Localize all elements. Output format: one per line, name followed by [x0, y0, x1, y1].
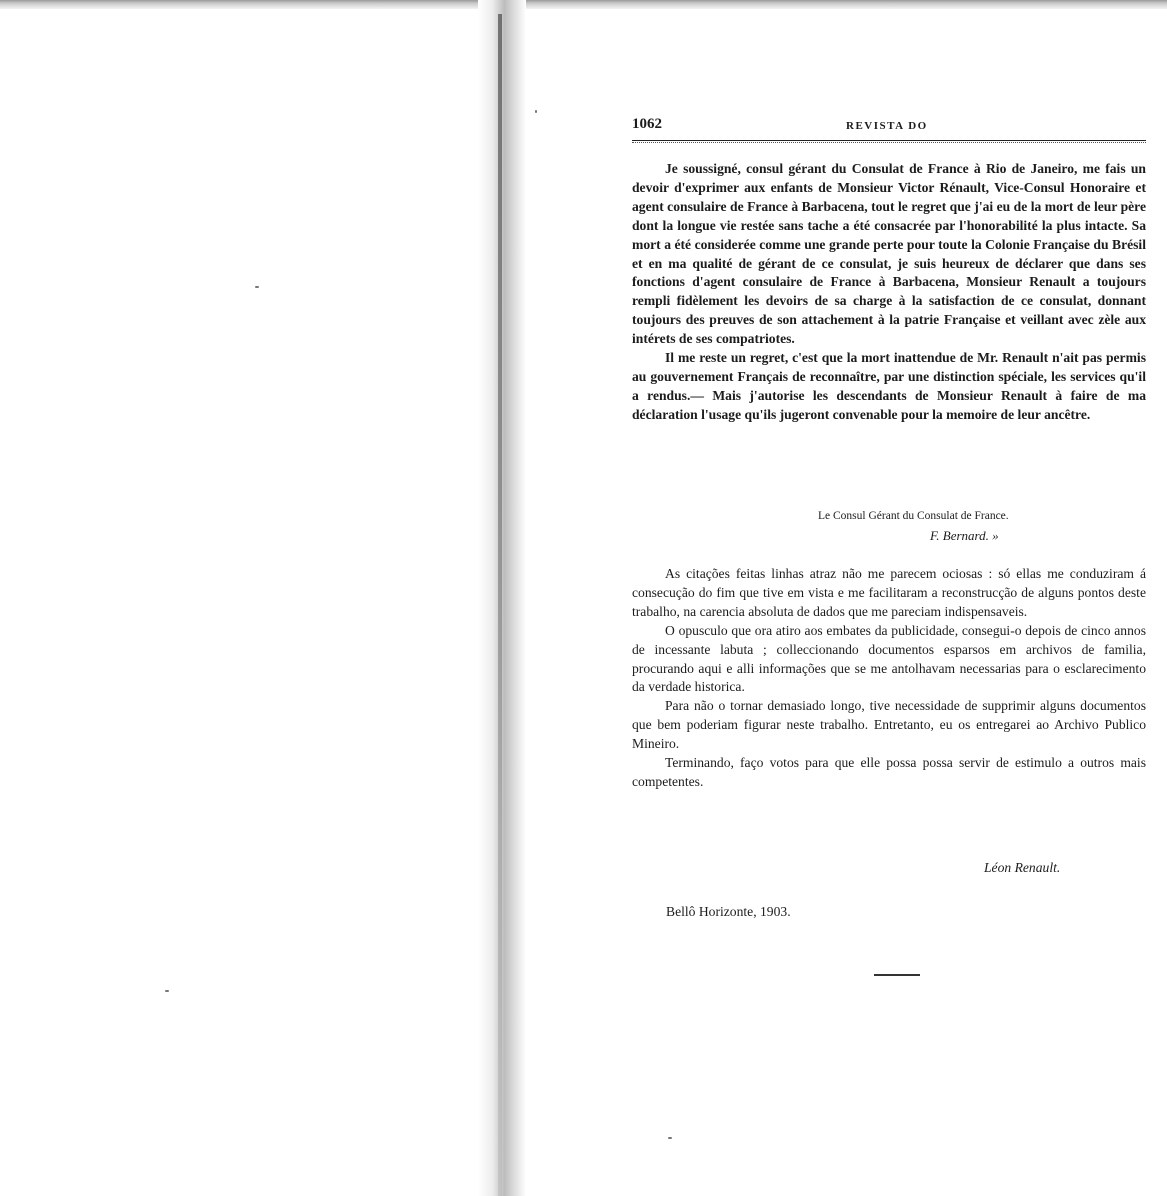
page-number: 1062 [632, 116, 662, 132]
french-paragraph: Je soussigné, consul gérant du Consulat de France à Rio de Janeiro, me fais un devoir d'exprimer aux enfants de Monsieur Victor Rénault, Vice-Consul Honoraire et agent consulaire de France à Barbacena, tout le regret que j'ai eu de la mort de leur père dont la longue vie restée sans tache a été consacrée par l'honorabilité la plus intacte. Sa mort a été considerée comme une grande perte pour toute la Colonie Française du Brésil et en ma qualité de gérant de ce consulat, je suis heureux de déclarer que dans ses fonctions d'agent consulaire de France à Barbacena, Monsieur Renault a toujours rempli fidèlement les devoirs de sa charge à la satisfaction de ce consulat, donnant toujours des preuves de son attachement à la patrie Française et veillant avec zèle aux intérets de ses compatriotes. [632, 161, 1146, 347]
consul-title: Le Consul Gérant du Consulat de France. [818, 510, 1009, 522]
paper-speck [165, 990, 169, 992]
paper-speck [668, 1137, 672, 1139]
consul-signature: F. Bernard. » [930, 528, 999, 543]
french-declaration [632, 160, 1146, 425]
closing-rule [874, 974, 920, 976]
paper-speck [255, 286, 259, 288]
author-signature: Léon Renault. [984, 860, 1061, 875]
portuguese-text [632, 565, 1146, 792]
page-header [632, 112, 1146, 136]
header-rule [632, 140, 1146, 143]
book-page [632, 112, 1146, 919]
running-head: REVISTA DO [846, 120, 928, 132]
page-top-edge-shadow [0, 0, 1167, 9]
portuguese-paragraph: Terminando, faço votos para que elle possa possa servir de estimulo a outros mais competentes. [632, 755, 1146, 789]
book-gutter [478, 0, 526, 1196]
binding-line [498, 14, 502, 1196]
french-paragraph: Il me reste un regret, c'est que la mort inattendue de Mr. Renault n'ait pas permis au gouvernement Français de reconnaître, par une distinction spéciale, les services qu'il a rendus.— Mais j'autorise les descendants de Monsieur Renault à faire de ma déclaration l'usage qu'ils jugeront convenable pour la memoire de leur ancêtre. [632, 350, 1146, 422]
portuguese-paragraph: Para não o tornar demasiado longo, tive necessidade de supprimir alguns documentos que bem poderiam figurar neste trabalho. Entretanto, eu os entregarei ao Archivo Publico Mineiro. [632, 698, 1146, 752]
portuguese-paragraph: O opusculo que ora atiro aos embates da publicidade, consegui-o depois de cinco annos de incessante labuta ; colleccionando documentos esparsos em archivos de familia, procurando aqui e alli informações que se me antolhavam necessarias para o esclarecimento da verdade historica. [632, 622, 1146, 695]
paper-speck [535, 110, 537, 113]
place-date: Bellô Horizonte, 1903. [666, 904, 791, 919]
portuguese-paragraph: As citações feitas linhas atraz não me parecem ociosas : só ellas me conduziram á consecução do fim que tive em vista e me facilitaram a reconstrucção de alguns pontos deste trabalho, na carencia absoluta de dados que me pareciam indispensaveis. [632, 566, 1146, 619]
